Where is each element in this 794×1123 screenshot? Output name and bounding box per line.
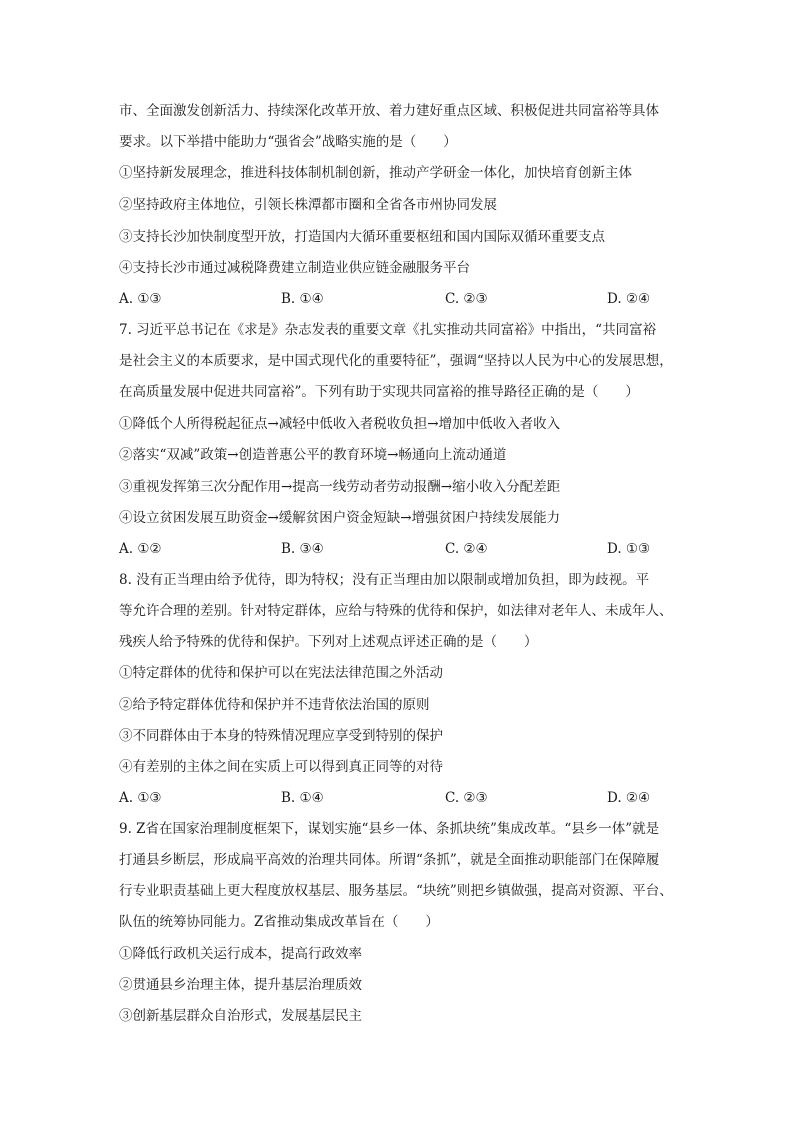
q8-statement-1: ①特定群体的优待和保护可以在宪法法律范围之外活动 (119, 665, 443, 681)
q8-stem-line-2: 等允许合理的差别。针对特定群体，应给与特殊的优待和保护，如法律对老年人、未成年人、 (119, 603, 673, 619)
q8-stem-line-3: 残疾人给予特殊的优待和保护。下列对上述观点评述正确的是（ ） (119, 634, 538, 650)
q8-statement-3: ③不同群体由于本身的特殊情况理应享受到特别的保护 (119, 728, 443, 744)
q6-option-a[interactable]: A. ①③ (119, 291, 162, 307)
q9-statement-1: ①降低行政机关运行成本，提高行政效率 (119, 946, 362, 962)
q7-option-b[interactable]: B. ③④ (281, 541, 324, 557)
q6-option-c[interactable]: C. ②③ (445, 291, 488, 307)
q8-stem-line-1: 8. 没有正当理由给予优待，即为特权；没有正当理由加以限制或增加负担，即为歧视。平 (119, 572, 650, 588)
q7-statement-4: ④设立贫困发展互助资金→缓解贫困户资金短缺→增强贫困户持续发展能力 (119, 510, 561, 526)
q7-option-d[interactable]: D. ①③ (607, 541, 651, 557)
q8-option-c[interactable]: C. ②③ (445, 790, 488, 806)
q6-statement-3: ③支持长沙加快制度型开放，打造国内大循环重要枢纽和国内国际双循环重要支点 (119, 229, 605, 245)
q6-statement-2: ②坚持政府主体地位，引领长株潭都市圈和全省各市州协同发展 (119, 197, 497, 213)
q8-option-a[interactable]: A. ①③ (119, 790, 162, 806)
q9-statement-3: ③创新基层群众自治形式，发展基层民主 (119, 1008, 362, 1024)
q7-option-a[interactable]: A. ①② (119, 541, 162, 557)
q8-option-b[interactable]: B. ①④ (281, 790, 324, 806)
q9-stem-line-3: 行专业职责基础上更大程度放权基层、服务基层。“块统”则把乡镇做强，提高对资源、平台、 (119, 883, 673, 899)
q7-statement-2: ②落实“双减”政策→创造普惠公平的教育环境→畅通向上流动通道 (119, 447, 507, 463)
q6-option-d[interactable]: D. ②④ (607, 291, 651, 307)
q9-stem-line-4: 队伍的统筹协同能力。Z省推动集成改革旨在（ ） (119, 914, 439, 930)
q8-statement-4: ④有差别的主体之间在实质上可以得到真正同等的对待 (119, 759, 443, 775)
q6-statement-4: ④支持长沙市通过减税降费建立制造业供应链金融服务平台 (119, 260, 470, 276)
q8-options (119, 789, 679, 807)
q7-options (119, 540, 679, 558)
q6-statement-1: ①坚持新发展理念，推进科技体制机制创新，推动产学研金一体化，加快培育创新主体 (119, 165, 632, 181)
q6-stem-line-1: 市、全面激发创新活力、持续深化改革开放、着力建好重点区域、积极促进共同富裕等具体 (119, 103, 659, 119)
q8-option-d[interactable]: D. ②④ (607, 790, 651, 806)
q7-statement-3: ③重视发挥第三次分配作用→提高一线劳动者劳动报酬→缩小收入分配差距 (119, 479, 561, 495)
q9-statement-2: ②贯通县乡治理主体，提升基层治理质效 (119, 977, 362, 993)
q6-option-b[interactable]: B. ①④ (281, 291, 324, 307)
q9-stem-line-2: 打通县乡断层，形成扁平高效的治理共同体。所谓“条抓”，就是全面推动职能部门在保障履 (119, 852, 660, 868)
q7-stem-line-1: 7. 习近平总书记在《求是》杂志发表的重要文章《扎实推动共同富裕》中指出，“共同富裕 (119, 322, 657, 338)
q6-stem-line-2: 要求。以下举措中能助力“强省会”战略实施的是（ ） (119, 134, 457, 150)
q7-stem-line-3: 在高质量发展中促进共同富裕”。下列有助于实现共同富裕的推导路径正确的是（ ） (119, 384, 639, 400)
q9-stem-line-1: 9. Z省在国家治理制度框架下，谋划实施“县乡一体、条抓块统”集成改革。“县乡一体”就是 (119, 821, 660, 837)
q6-options (119, 290, 679, 308)
q7-stem-line-2: 是社会主义的本质要求，是中国式现代化的重要特征”，强调“坚持以人民为中心的发展思想， (119, 353, 673, 369)
q7-statement-1: ①降低个人所得税起征点→减轻中低收入者税收负担→增加中低收入者收入 (119, 416, 561, 432)
q7-option-c[interactable]: C. ②④ (445, 541, 488, 557)
q8-statement-2: ②给予特定群体优待和保护并不违背依法治国的原则 (119, 697, 430, 713)
